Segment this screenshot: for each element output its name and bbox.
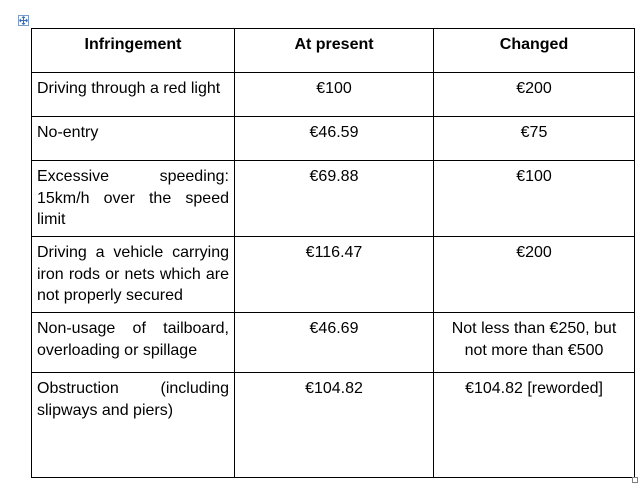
- infringement-cell: Obstruction (including slipways and piers): [32, 373, 235, 478]
- table-header-row: [32, 29, 635, 73]
- table-row: [32, 161, 635, 237]
- fines-table: [31, 28, 635, 478]
- infringement-cell: Non-usage of tailboard, overloading or spillage: [32, 313, 235, 373]
- present-fine-cell: €104.82: [235, 373, 434, 478]
- changed-fine-cell: €75: [434, 117, 635, 161]
- table-row: [32, 313, 635, 373]
- header-changed: Changed: [434, 29, 635, 73]
- present-fine-cell: €100: [235, 73, 434, 117]
- infringement-cell: Excessive speeding: 15km/h over the speed limit: [32, 161, 235, 237]
- present-fine-cell: €69.88: [235, 161, 434, 237]
- table-row: [32, 117, 635, 161]
- table-row: [32, 73, 635, 117]
- present-fine-cell: €46.69: [235, 313, 434, 373]
- changed-fine-cell: €104.82 [reworded]: [434, 373, 635, 478]
- infringement-cell: Driving a vehicle carrying iron rods or nets which are not properly secured: [32, 237, 235, 313]
- table-row: [32, 373, 635, 478]
- table-row: [32, 237, 635, 313]
- header-infringement: Infringement: [32, 29, 235, 73]
- changed-fine-cell: Not less than €250, but not more than €500: [434, 313, 635, 373]
- table-resize-handle[interactable]: [632, 477, 638, 483]
- table-move-handle-icon[interactable]: [18, 15, 29, 26]
- header-at-present: At present: [235, 29, 434, 73]
- present-fine-cell: €46.59: [235, 117, 434, 161]
- present-fine-cell: €116.47: [235, 237, 434, 313]
- changed-fine-cell: €100: [434, 161, 635, 237]
- infringement-cell: Driving through a red light: [32, 73, 235, 117]
- changed-fine-cell: €200: [434, 237, 635, 313]
- infringement-cell: No-entry: [32, 117, 235, 161]
- changed-fine-cell: €200: [434, 73, 635, 117]
